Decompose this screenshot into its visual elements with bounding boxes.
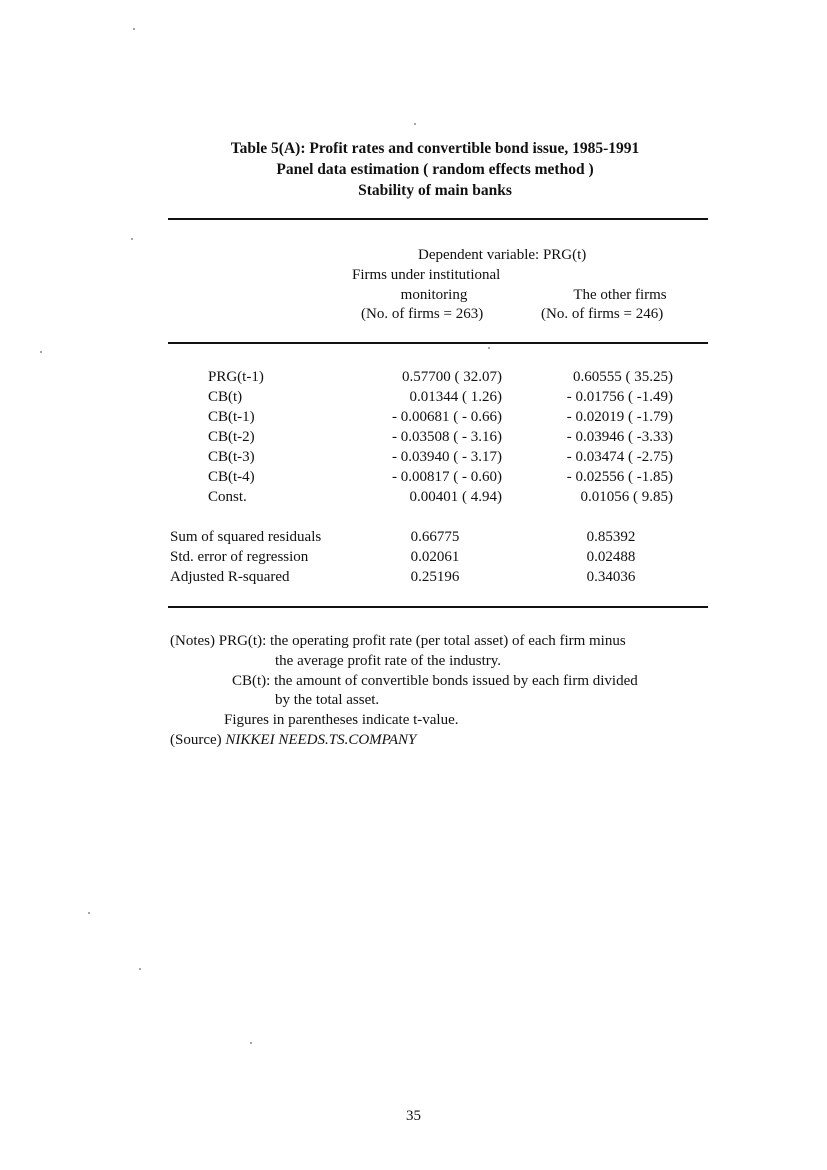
dependent-variable-label: Dependent variable: PRG(t) bbox=[418, 247, 587, 263]
source-name: NIKKEI NEEDS.TS.COMPANY bbox=[225, 732, 417, 748]
stat-value-col2: 0.34036 bbox=[586, 569, 636, 585]
source-line bbox=[170, 731, 416, 751]
header-rule bbox=[168, 342, 708, 344]
col2-header-line1: The other firms bbox=[573, 287, 667, 303]
row-value-col1: 0.00401 ( 4.94) bbox=[409, 489, 502, 505]
table-row bbox=[0, 427, 827, 447]
note-line: Figures in parentheses indicate t-value. bbox=[224, 712, 459, 728]
stat-label: Sum of squared residuals bbox=[170, 529, 322, 545]
scan-speck bbox=[133, 28, 135, 30]
scan-speck bbox=[414, 123, 416, 125]
col1-header-line3: (No. of firms = 263) bbox=[361, 306, 484, 322]
table-row bbox=[0, 447, 827, 467]
row-value-col1: - 0.00681 ( - 0.66) bbox=[392, 409, 502, 425]
row-label: PRG(t-1) bbox=[208, 369, 264, 385]
row-label: CB(t-4) bbox=[208, 469, 255, 485]
row-label: Const. bbox=[208, 489, 247, 505]
stat-value-col2: 0.85392 bbox=[586, 529, 636, 545]
page-number: 35 bbox=[406, 1108, 421, 1124]
row-value-col1: - 0.03940 ( - 3.17) bbox=[392, 449, 502, 465]
scan-speck bbox=[250, 1042, 252, 1044]
col2-header-line2: (No. of firms = 246) bbox=[541, 306, 664, 322]
row-value-col2: - 0.01756 ( -1.49) bbox=[566, 389, 673, 405]
note-line: the average profit rate of the industry. bbox=[275, 653, 502, 669]
row-value-col2: 0.01056 ( 9.85) bbox=[580, 489, 673, 505]
table-row bbox=[0, 487, 827, 507]
scan-speck bbox=[88, 912, 90, 914]
row-value-col2: - 0.02019 ( -1.79) bbox=[566, 409, 673, 425]
row-value-col1: 0.57700 ( 32.07) bbox=[402, 369, 502, 385]
row-value-col2: - 0.03474 ( -2.75) bbox=[566, 449, 673, 465]
note-line: (Notes) PRG(t): the operating profit rate (per total asset) of each firm minus bbox=[170, 633, 626, 649]
stat-value-col1: 0.25196 bbox=[410, 569, 460, 585]
row-label: CB(t-1) bbox=[208, 409, 255, 425]
row-label: CB(t-2) bbox=[208, 429, 255, 445]
note-line: CB(t): the amount of convertible bonds issued by each firm divided bbox=[232, 673, 638, 689]
row-label: CB(t-3) bbox=[208, 449, 255, 465]
row-value-col1: - 0.03508 ( - 3.16) bbox=[392, 429, 502, 445]
table-row bbox=[0, 467, 827, 487]
stats-row bbox=[0, 567, 827, 587]
row-value-col2: - 0.03946 ( -3.33) bbox=[566, 429, 673, 445]
table-subtitle: Panel data estimation ( random effects method ) bbox=[276, 161, 594, 178]
bottom-rule bbox=[168, 606, 708, 608]
row-value-col2: - 0.02556 ( -1.85) bbox=[566, 469, 673, 485]
stat-value-col2: 0.02488 bbox=[586, 549, 636, 565]
scan-speck bbox=[40, 351, 42, 353]
top-rule bbox=[168, 218, 708, 220]
source-prefix: (Source) bbox=[170, 732, 226, 748]
col1-header-line1: Firms under institutional bbox=[352, 267, 501, 283]
col1-header-line2: monitoring bbox=[400, 287, 468, 303]
stats-row bbox=[0, 547, 827, 567]
table-row bbox=[0, 407, 827, 427]
row-value-col1: 0.01344 ( 1.26) bbox=[409, 389, 502, 405]
stat-label: Adjusted R-squared bbox=[170, 569, 290, 585]
stats-row bbox=[0, 527, 827, 547]
scan-speck bbox=[131, 238, 133, 240]
table-row bbox=[0, 387, 827, 407]
table-title-block bbox=[130, 138, 740, 201]
row-value-col2: 0.60555 ( 35.25) bbox=[573, 369, 673, 385]
stat-label: Std. error of regression bbox=[170, 549, 309, 565]
scan-speck bbox=[139, 968, 141, 970]
scan-speck bbox=[488, 347, 490, 349]
note-line: by the total asset. bbox=[275, 692, 380, 708]
stat-value-col1: 0.66775 bbox=[410, 529, 460, 545]
stat-value-col1: 0.02061 bbox=[410, 549, 460, 565]
table-title: Table 5(A): Profit rates and convertible bond issue, 1985-1991 bbox=[230, 140, 640, 157]
row-value-col1: - 0.00817 ( - 0.60) bbox=[392, 469, 502, 485]
table-row bbox=[0, 367, 827, 387]
row-label: CB(t) bbox=[208, 389, 243, 405]
table-subtitle-2: Stability of main banks bbox=[358, 182, 512, 199]
